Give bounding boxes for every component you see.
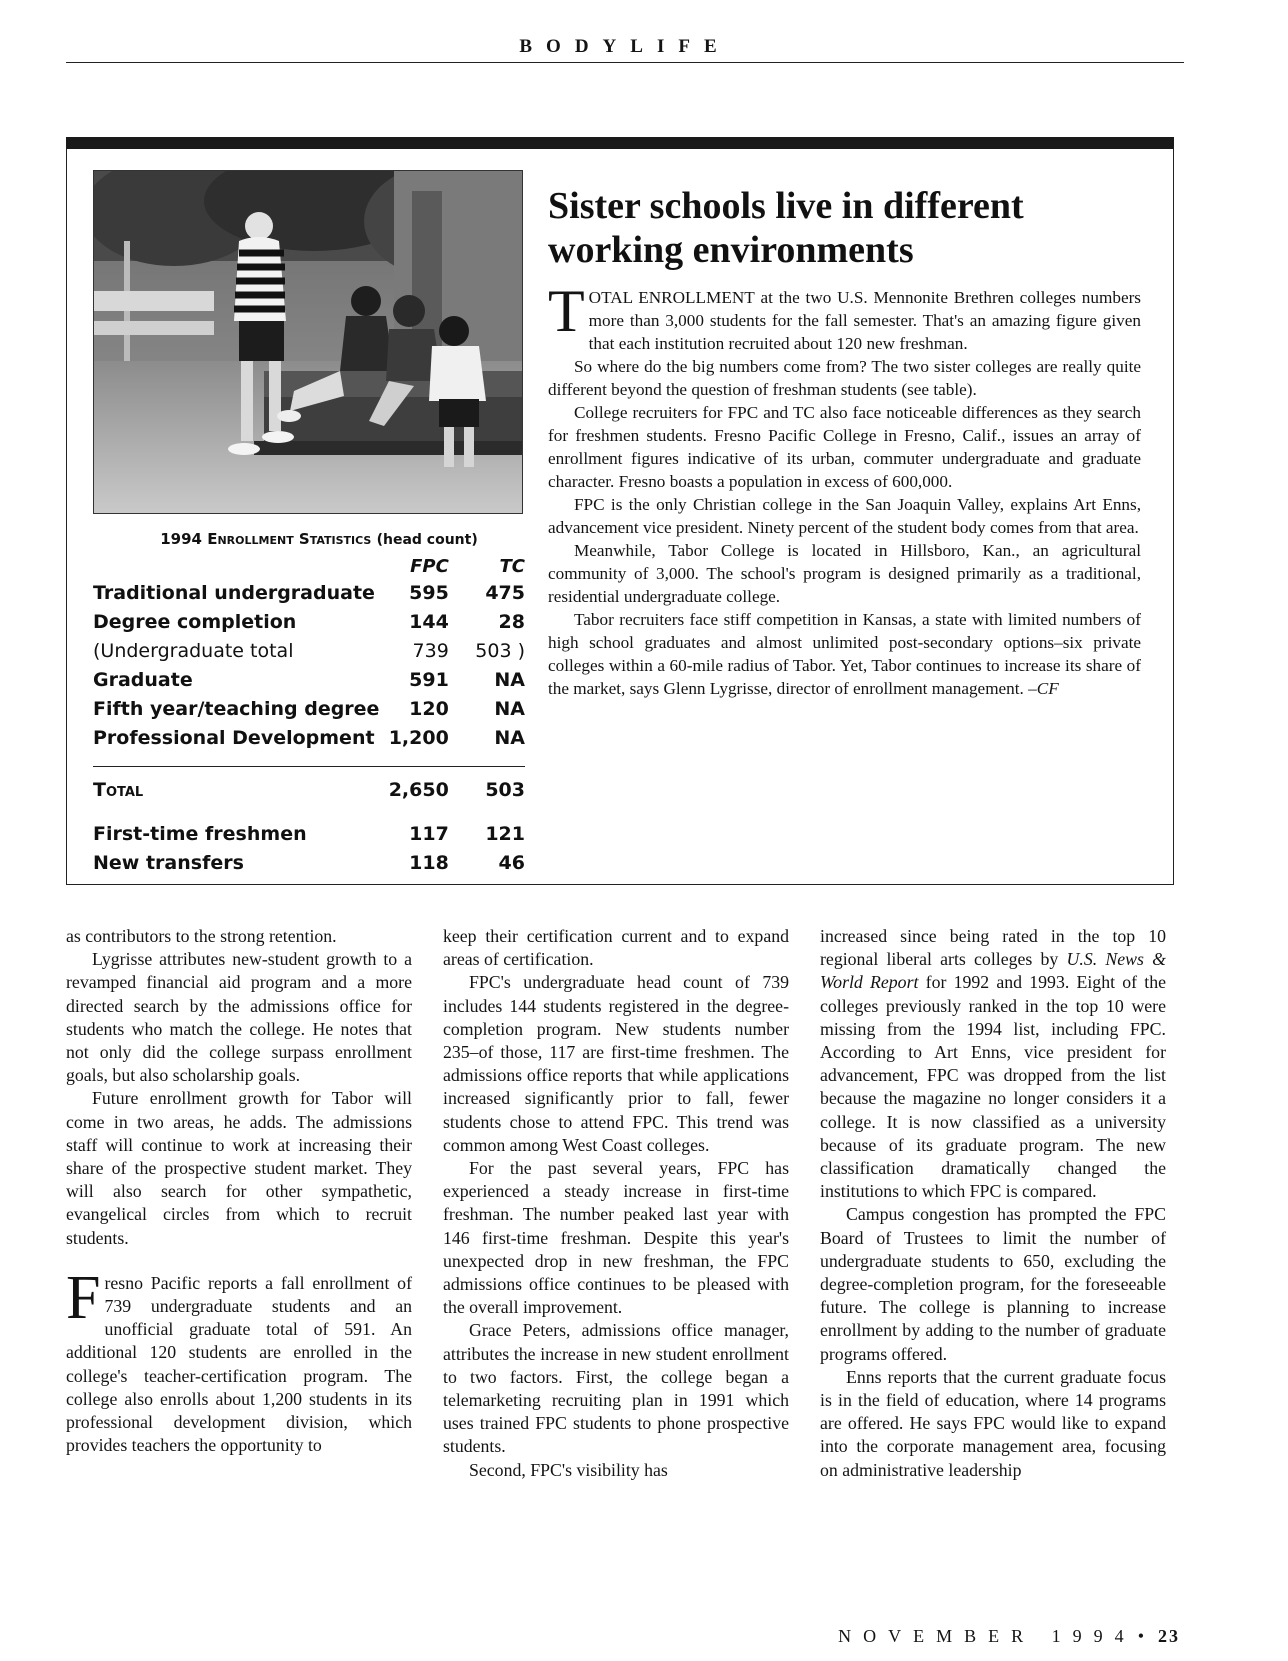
row-fpc: 591	[409, 668, 449, 691]
row-tc: 28	[498, 610, 525, 633]
sidebar-paragraph	[548, 278, 1141, 355]
p6-text: Tabor recruiters face stiff competition in Kansas, a state with limited numbers of high school graduates and almost unlimited post-secondary options–six private colleges within a 60-mile radius of Tabor. Yet, Tabor continues to increase its share of the market, says Glenn Lygrisse, director of enrollment management.	[548, 610, 1141, 698]
row-tc: 121	[485, 822, 525, 845]
row-label: Degree completion	[93, 610, 297, 633]
sidebar-paragraph: So where do the big numbers come from? The two sister colleges are really quite different beyond the question of freshman students (see table).	[548, 357, 1141, 399]
publication-name: U.S. News & World Report	[820, 949, 1166, 993]
p1-rest: at the two U.S. Mennonite Brethren colleges numbers more than 3,000 students for the fall semester. That's an amazing figure given that each institution recruited about 120 new freshman.	[588, 288, 1141, 353]
table-row	[93, 607, 525, 636]
column-2	[443, 925, 789, 1482]
footer-separator: •	[1137, 1626, 1144, 1646]
total-tc: 503	[449, 767, 525, 806]
signoff: –CF	[1023, 679, 1059, 698]
column-paragraph: keep their certification current and to expand areas of certification.	[443, 926, 789, 970]
students-photo	[93, 170, 523, 514]
sidebar-article-body	[548, 278, 1141, 700]
col-header-fpc: FPC	[410, 555, 449, 577]
sidebar-top-bar	[66, 137, 1174, 149]
sidebar-paragraph: College recruiters for FPC and TC also face noticeable differences as they search for freshmen students. Fresno Pacific College in Fresno, Calif., issues an array of enrollment figures indicative of its urban, commuter undergraduate and graduate character. Fresno boasts a population in excess of 600,000.	[548, 403, 1141, 491]
photo-students-icon	[94, 171, 522, 513]
p4-text: resno Pacific reports a fall enrollment of 739 undergraduate students and an unofficial graduate total of 591. An additional 120 students are enrolled in the college's teacher-certification program. The college also enrolls about 1,200 students in its professional development division, which provides teachers the opportunity to	[66, 1272, 412, 1456]
table-row	[93, 665, 525, 694]
dropcap-t: T	[548, 278, 585, 344]
row-label: Professional Development	[93, 726, 375, 749]
row-label: (Undergraduate total	[93, 639, 294, 662]
dropcap-f: F	[66, 1263, 101, 1332]
stats-header-row	[93, 554, 525, 578]
sidebar-paragraph	[548, 608, 1141, 700]
table-row	[93, 848, 525, 877]
row-fpc: 595	[409, 581, 449, 604]
column-paragraph	[820, 925, 1166, 1203]
table-row	[93, 578, 525, 607]
total-row	[93, 767, 525, 806]
row-label: New transfers	[93, 851, 244, 874]
column-paragraph: Future enrollment growth for Tabor will come in two areas, he adds. The admissions staff will continue to work at increasing their share of the prospective student market. They will also search for other sympathetic, evangelical circles from which to recruit students.	[66, 1088, 412, 1248]
row-tc: 475	[485, 581, 525, 604]
row-fpc: 1,200	[388, 726, 449, 749]
table-row	[93, 636, 525, 665]
total-fpc: 2,650	[379, 767, 448, 806]
total-label: Total	[93, 767, 379, 806]
row-label: Fifth year/teaching degree	[93, 697, 380, 720]
sidebar-paragraph: FPC is the only Christian college in the San Joaquin Valley, explains Art Enns, advancement vice president. Ninety percent of the student body comes from that area.	[548, 495, 1141, 537]
row-tc: 46	[498, 851, 525, 874]
row-tc: NA	[494, 726, 525, 749]
section-header: BODYLIFE	[519, 36, 731, 57]
page-footer	[760, 1626, 1180, 1650]
sidebar-paragraph: Meanwhile, Tabor College is located in Hillsboro, Kan., an agricultural community of 3,000. The school's program is designed primarily as a traditional, residential undergraduate college.	[548, 541, 1141, 606]
column-paragraph: For the past several years, FPC has experienced a steady increase in first-time freshman. The number peaked last year with 146 first-time freshman. Despite this year's unexpected drop in new freshman, the FPC admissions office continues to be pleased with the overall improvement.	[443, 1158, 789, 1318]
page-number: 23	[1158, 1626, 1180, 1646]
article-headline: Sister schools live in different working environments	[548, 185, 1024, 271]
column-paragraph: Enns reports that the current graduate focus is in the field of education, where 14 programs are offered. He says FPC would like to expand into the corporate management area, focusing on administrative leadership	[820, 1366, 1166, 1480]
p1-b: for 1992 and 1993. Eight of the colleges previously ranked in the top 10 were missing from the 1994 list, including FPC. According to Art Enns, vice president for advancement, FPC was dropped from the list because the magazine no longer considers it a college. It is now classified as a university because of its graduate program. The new classification dramatically changed the institutions to which FPC is compared.	[820, 972, 1166, 1202]
p1-a: increased since being rated in the top 10 regional liberal arts colleges by	[820, 926, 1166, 970]
row-fpc: 117	[409, 822, 449, 845]
stats-title-text: Enrollment Statistics	[207, 530, 372, 548]
column-paragraph: Lygrisse attributes new-student growth to a revamped financial aid program and a more directed search by the admissions office for students who match the college. He notes that not only did the college surpass enrollment goals, but also scholarship goals.	[66, 949, 412, 1086]
column-1	[66, 925, 412, 1457]
table-row	[93, 694, 525, 723]
enrollment-stats-table	[93, 530, 525, 877]
row-fpc: 120	[409, 697, 449, 720]
column-paragraph: Second, FPC's visibility has	[469, 1459, 668, 1480]
row-label: First-time freshmen	[93, 822, 307, 845]
row-fpc: 739	[412, 639, 449, 662]
row-tc: 503 )	[475, 639, 525, 662]
column-paragraph: Campus congestion has prompted the FPC Board of Trustees to limit the number of undergraduate students to 650, excluding the degree-completion program, for the foreseeable future. The college is planning to increase enrollment by adding to the number of graduate programs offered.	[820, 1204, 1166, 1364]
row-tc: NA	[494, 668, 525, 691]
header-rule	[66, 62, 1184, 63]
stats-title-note: (head count)	[376, 532, 478, 548]
stats-grid	[93, 554, 525, 877]
column-paragraph: Grace Peters, admissions office manager, attributes the increase in new student enrollment to two factors. First, the college began a telemarketing recruiting plan in 1991 which uses trained FPC students to phone prospective students.	[443, 1320, 789, 1457]
column-3	[820, 925, 1166, 1482]
col-header-tc: TC	[499, 555, 525, 577]
footer-date: NOVEMBER 1994	[838, 1626, 1136, 1646]
row-label: Graduate	[93, 668, 193, 691]
column-paragraph: FPC's undergraduate head count of 739 includes 144 students registered in the degree-completion program. New students number 235–of those, 117 are first-time freshmen. The admissions office reports that while applications increased significantly prior to fall, fewer students chose to attend FPC. This trend was common among West Coast colleges.	[443, 972, 789, 1155]
row-label: Traditional undergraduate	[93, 581, 375, 604]
row-tc: NA	[494, 697, 525, 720]
stats-title	[113, 530, 525, 554]
column-paragraph: as contributors to the strong retention.	[66, 926, 337, 946]
row-fpc: 118	[409, 851, 449, 874]
column-paragraph	[66, 1263, 412, 1458]
stats-title-year: 1994	[160, 530, 202, 548]
lead-caps: OTAL ENROLLMENT	[588, 288, 755, 307]
table-row	[93, 819, 525, 848]
row-fpc: 144	[409, 610, 449, 633]
table-row	[93, 723, 525, 752]
